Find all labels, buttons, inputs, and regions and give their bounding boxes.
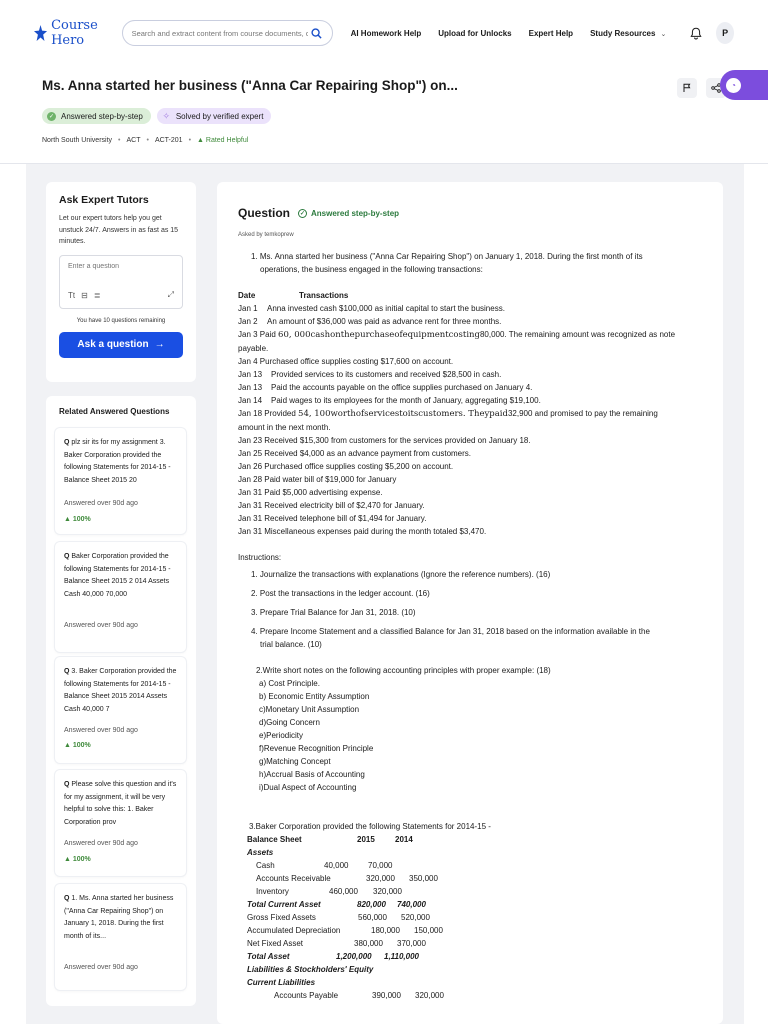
verified-expert-badge	[157, 108, 272, 124]
answered-time: Answered over 90d ago	[64, 964, 138, 971]
transaction-header: Date Transactions	[238, 291, 349, 300]
related-question-text: Q Baker Corporation provided the following Statements for 2014-15 - Balance Sheet 2015 2 014 Assets Cash 40,000 70,000	[64, 553, 171, 598]
answered-time: Answered over 90d ago	[64, 500, 138, 507]
breadcrumb	[42, 137, 248, 144]
breadcrumb-course[interactable]: ACT-201	[154, 137, 183, 144]
list-format-icon[interactable]: ≣	[93, 290, 101, 300]
question-input[interactable]	[68, 263, 176, 270]
question-heading: Question	[238, 206, 291, 220]
rated-helpful-label: Rated Helpful	[205, 137, 249, 144]
transaction-row: Jan 31 Received electricity bill of $2,470 for January.	[238, 501, 425, 510]
balance-sheet-row: Gross Fixed Assets 560,000 520,000	[247, 913, 430, 922]
ask-expert-description: Let our expert tutors help you get unstuck 24/7. Answers in as fast as 15 minutes.	[59, 215, 179, 245]
note-item: h)Accrual Basis of Accounting	[259, 770, 365, 779]
user-avatar[interactable]: P	[716, 22, 734, 44]
answered-status	[298, 209, 399, 218]
questions-remaining: You have 10 questions remaining	[76, 317, 166, 324]
ai-assistant-button[interactable]	[720, 70, 768, 100]
note-item: f)Revenue Recognition Principle	[259, 744, 374, 753]
transaction-row: Jan 14 Paid wages to its employees for the month of January, aggregating $19,100.	[238, 396, 541, 405]
related-question-item[interactable]	[55, 542, 186, 652]
question-title-area	[0, 66, 768, 164]
asked-by: Asked by temkoprew	[238, 232, 294, 238]
brand-name: Course Hero	[51, 18, 98, 48]
rated-helpful	[197, 137, 248, 144]
arrow-right-icon: →	[154, 339, 165, 350]
note-item: d)Going Concern	[259, 718, 320, 727]
transaction-row: Jan 26 Purchased office supplies costing $5,200 on account.	[238, 462, 454, 471]
transaction-row: Jan 31 Received telephone bill of $1,494 for January.	[238, 514, 427, 523]
balance-sheet-row: Accumulated Depreciation 180,000 150,000	[247, 926, 443, 935]
transaction-row-cont: payable.	[238, 344, 269, 353]
answered-time: Answered over 90d ago	[64, 727, 138, 734]
related-question-text: Q 3. Baker Corporation provided the following Statements for 2014-15 - Balance Sheet 2015 2014 Assets Cash 40,000 7	[64, 668, 177, 713]
question-intro: 1. Ms. Anna started her business ("Anna Car Repairing Shop") on January 1, 2018. During the first month of its	[251, 252, 643, 261]
balance-sheet-row: Net Fixed Asset 380,000 370,000	[247, 939, 426, 948]
balance-sheet-header: Balance Sheet 2015 2014	[247, 835, 413, 844]
related-question-item[interactable]	[55, 884, 186, 990]
separator-dot: •	[146, 137, 149, 144]
lightbulb-icon: ✧	[162, 110, 171, 121]
related-question-item[interactable]	[55, 428, 186, 534]
transaction-row-cont: amount in the next month.	[238, 423, 331, 432]
note-item: g)Matching Concept	[259, 757, 331, 766]
balance-sheet-row: Inventory 460,000 320,000	[256, 887, 402, 896]
chevron-down-icon: ⌄	[660, 30, 667, 38]
answered-status-label: Answered step-by-step	[311, 208, 400, 218]
thumbs-up-icon: ▲	[197, 137, 206, 144]
answered-time: Answered over 90d ago	[64, 840, 138, 847]
rating-percent: ▲ 100%	[64, 856, 91, 863]
nav-study-resources[interactable]	[590, 29, 666, 38]
transaction-row: Jan 4 Purchased office supplies costing $17,600 on account.	[238, 357, 454, 366]
ask-question-label: Ask a question	[77, 339, 149, 350]
answered-step-by-step-badge	[42, 108, 151, 124]
liabilities-label: Liabilities & Stockholders' Equity	[247, 965, 374, 974]
check-circle-icon: ✓	[48, 113, 55, 120]
related-questions-title: Related Answered Questions	[59, 407, 170, 416]
rating-percent: ▲ 100%	[64, 742, 91, 749]
note-item: c)Monetary Unit Assumption	[259, 705, 360, 714]
ask-expert-title: Ask Expert Tutors	[59, 194, 149, 206]
instruction-item-cont: trial balance. (10)	[260, 640, 322, 649]
ask-expert-tutors-card	[46, 182, 196, 382]
balance-sheet-row: Total Asset 1,200,000 1,110,000	[247, 952, 419, 961]
nav-study-resources-label: Study Resources	[590, 28, 656, 38]
related-question-text: Q Please solve this question and it's for my assignment, it will be very helpful to solve this: 1. Baker Corporation prov	[64, 781, 177, 826]
transaction-row: Jan 18 Provided 54, 100worthofservicestoitscustomers. Theypaid32,900 and promised to pay the remaining	[238, 409, 658, 419]
ask-question-button[interactable]	[59, 332, 183, 358]
flag-icon	[682, 83, 692, 93]
balance-sheet-row: Total Current Asset 820,000 740,000	[247, 900, 426, 909]
nav-expert-help[interactable]: Expert Help	[528, 28, 574, 38]
search-input[interactable]	[132, 29, 308, 38]
page-title: Ms. Anna started her business ("Anna Car Repairing Shop") on...	[42, 78, 458, 93]
search-bar[interactable]	[122, 20, 333, 46]
transaction-row: Jan 23 Received $15,300 from customers for the services provided on January 18.	[238, 436, 531, 445]
transaction-row: Jan 13 Paid the accounts payable on the office supplies purchased on January 4.	[238, 383, 533, 392]
question-card	[217, 182, 723, 1024]
badge-label: Answered step-by-step	[61, 111, 143, 121]
text-format-icon[interactable]: Tt	[68, 290, 76, 300]
flag-button[interactable]	[677, 78, 697, 98]
note-item: a) Cost Principle.	[259, 679, 320, 688]
badge-label: Solved by verified expert	[175, 111, 264, 121]
transaction-row: Jan 31 Paid $5,000 advertising expense.	[238, 488, 383, 497]
related-question-item[interactable]	[55, 770, 186, 876]
related-question-item[interactable]	[55, 657, 186, 763]
related-question-text: Q 1. Ms. Anna started her business ("Anna Car Repairing Shop") on January 1, 2018. During the first month of its...	[64, 895, 174, 940]
transaction-row: Jan 28 Paid water bill of $19,000 for January	[238, 475, 397, 484]
note-item: i)Dual Aspect of Accounting	[259, 783, 357, 792]
question-intro-cont: operations, the business engaged in the following transactions:	[260, 265, 483, 274]
star-logo-icon	[34, 25, 47, 41]
ai-assistant-icon: ◔	[726, 78, 741, 93]
question-body	[238, 250, 708, 1002]
instruction-item: 2. Post the transactions in the ledger account. (16)	[251, 589, 430, 598]
current-liabilities-label: Current Liabilities	[247, 978, 316, 987]
breadcrumb-subject[interactable]: ACT	[126, 137, 141, 144]
instruction-item: 3. Prepare Trial Balance for Jan 31, 2018. (10)	[251, 608, 416, 617]
top-navigation	[0, 0, 768, 66]
notification-bell-icon[interactable]	[689, 25, 702, 41]
notes-label: 2.Write short notes on the following accounting principles with proper example: (18)	[256, 666, 551, 675]
balance-sheet-row: Cash 40,000 70,000	[256, 861, 393, 870]
rating-percent: ▲ 100%	[64, 516, 91, 523]
instruction-item: 1. Journalize the transactions with explanations (Ignore the reference numbers). (16)	[251, 570, 551, 579]
nav-upload-for-unlocks[interactable]: Upload for Unlocks	[438, 28, 512, 38]
answered-time: Answered over 90d ago	[64, 622, 138, 629]
expand-icon[interactable]: ⤢	[167, 289, 174, 299]
transaction-row: Jan 3 Paid 60, 000cashonthepurchaseofequipmentcosting80,000. The remaining amount was recognized as note	[238, 330, 676, 340]
course-hero-logo[interactable]	[34, 18, 120, 48]
related-question-text: Q plz sir its for my assignment 3. Baker Corporation provided the following Statements for 2014-15 - Balance Sheet 2015 20	[64, 439, 171, 484]
assets-label: Assets	[247, 848, 274, 857]
transaction-row: Jan 2 An amount of $36,000 was paid as advance rent for three months.	[238, 317, 502, 326]
transaction-row: Jan 31 Miscellaneous expenses paid during the month totaled $3,470.	[238, 527, 487, 536]
transaction-row: Jan 1 Anna invested cash $100,000 as initial capital to start the business.	[238, 304, 505, 313]
separator-dot: •	[118, 137, 121, 144]
question-input-box[interactable]	[59, 255, 183, 309]
breadcrumb-school[interactable]: North South University	[42, 137, 113, 144]
transaction-row: Jan 13 Provided services to its customers and received $28,500 in cash.	[238, 370, 502, 379]
note-item: b) Economic Entity Assumption	[259, 692, 370, 701]
transaction-row: Jan 25 Received $4,000 as an advance payment from customers.	[238, 449, 472, 458]
nav-ai-homework-help[interactable]: AI Homework Help	[350, 28, 422, 38]
separator-dot: •	[188, 137, 192, 144]
instruction-item: 4. Prepare Income Statement and a classified Balance for Jan 31, 2018 based on the information available in the	[251, 627, 650, 636]
note-item: e)Periodicity	[259, 731, 304, 740]
balance-sheet-row: Accounts Receivable 320,000 350,000	[256, 874, 438, 883]
question-3-label: 3.Baker Corporation provided the following Statements for 2014-15 -	[249, 822, 491, 831]
check-circle-icon: ✓	[300, 210, 306, 217]
balance-sheet-row: Accounts Payable 390,000 320,000	[274, 991, 444, 1000]
instructions-label: Instructions:	[238, 553, 282, 562]
image-attach-icon[interactable]: ⊟	[81, 290, 88, 300]
search-icon[interactable]	[308, 24, 326, 42]
